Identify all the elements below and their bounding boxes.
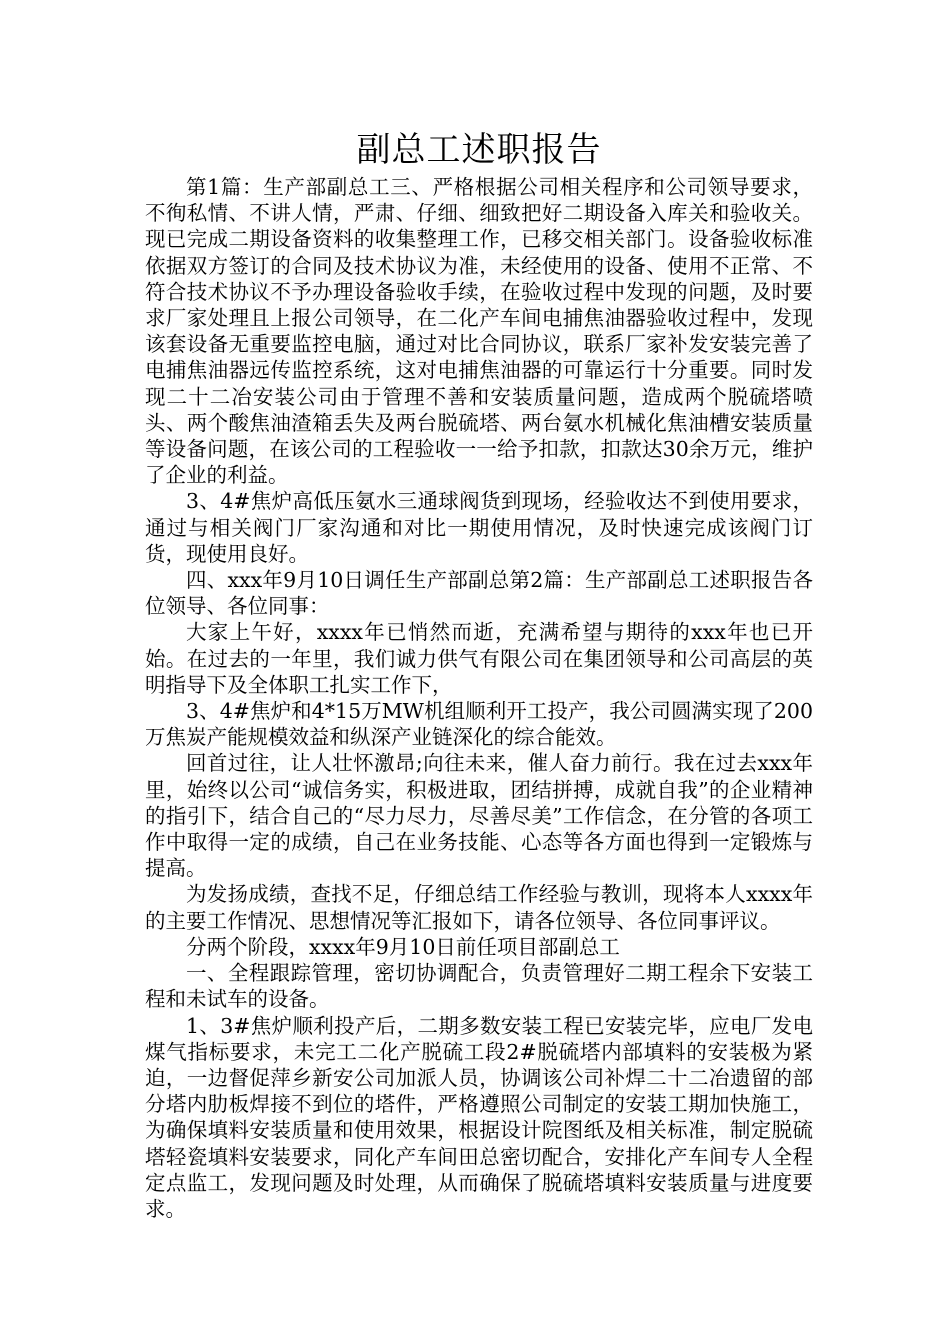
- paragraph-10: 1、3#焦炉顺利投产后，二期多数安装工程已安装完毕，应电厂发电煤气指标要求，未完工二化产脱硫工段2#脱硫塔内部填料的安装极为紧迫，一边督促萍乡新安公司加派人员，协调该公司补焊二十二冶遗留的部分塔内肋板焊接不到位的塔件，严格遵照公司制定的安装工期加快施工，为确保填料安装质量和使用效果，根据设计院图纸及相关标准，制定脱硫塔轻瓷填料安装要求，同化产车间田总密切配合，安排化产车间专人全程定点监工，发现问题及时处理，从而确保了脱硫塔填料安装质量与进度要求。: [145, 1013, 813, 1221]
- document-title: 副总工述职报告: [356, 130, 602, 170]
- paragraph-4: 大家上午好，xxxx年已悄然而逝，充满希望与期待的xxx年也已开始。在过去的一年里，我们诚力供气有限公司在集团领导和公司高层的英明指导下及全体职工扎实工作下，: [145, 620, 813, 697]
- paragraph-7: 为发扬成绩，查找不足，仔细总结工作经验与教训，现将本人xxxx年的主要工作情况、思想情况等汇报如下，请各位领导、各位同事评议。: [145, 882, 813, 933]
- paragraph-2: 3、4#焦炉高低压氨水三通球阀货到现场，经验收达不到使用要求，通过与相关阀门厂家沟通和对比一期使用情况，及时快速完成该阀门订货，现使用良好。: [145, 489, 813, 566]
- paragraph-6: 回首过往，让人壮怀激昂;向往未来，催人奋力前行。我在过去xxx年里，始终以公司“诚信务实，积极进取，团结拼搏，成就自我”的企业精神的指引下，结合自己的“尽力尽力，尽善尽美”工作信念，在分管的各项工作中取得一定的成绩，自己在业务技能、心态等各方面也得到一定锻炼与提高。: [145, 751, 813, 881]
- document-page: [145, 128, 813, 1222]
- paragraph-9: 一、全程跟踪管理，密切协调配合，负责管理好二期工程余下安装工程和未试车的设备。: [145, 961, 813, 1012]
- paragraph-5: 3、4#焦炉和4*15万MW机组顺利开工投产，我公司圆满实现了200万焦炭产能规模效益和纵深产业链深化的综合能效。: [145, 699, 813, 750]
- paragraph-8: 分两个阶段，xxxx年9月10日前任项目部副总工: [186, 934, 620, 959]
- paragraph-3: 四、xxx年9月10日调任生产部副总第2篇：生产部副总工述职报告各位领导、各位同事：: [145, 568, 813, 619]
- paragraph-1: 第1篇：生产部副总工三、严格根据公司相关程序和公司领导要求，不徇私情、不讲人情，严肃、仔细、细致把好二期设备入库关和验收关。现已完成二期设备资料的收集整理工作，已移交相关部门。设备验收标准依据双方签订的合同及技术协议为准，未经使用的设备、使用不正常、不符合技术协议不予办理设备验收手续，在验收过程中发现的问题，及时要求厂家处理且上报公司领导，在二化产车间电捕焦油器验收过程中，发现该套设备无重要监控电脑，通过对比合同协议，联系厂家补发安装完善了电捕焦油器远传监控系统，这对电捕焦油器的可靠运行十分重要。同时发现二十二冶安装公司由于管理不善和安装质量问题，造成两个脱硫塔喷头、两个酸焦油渣箱丢失及两台脱硫塔、两台氨水机械化焦油槽安装质量等设备问题，在该公司的工程验收一一给予扣款，扣款达30余万元，维护了企业的利益。: [145, 175, 813, 488]
